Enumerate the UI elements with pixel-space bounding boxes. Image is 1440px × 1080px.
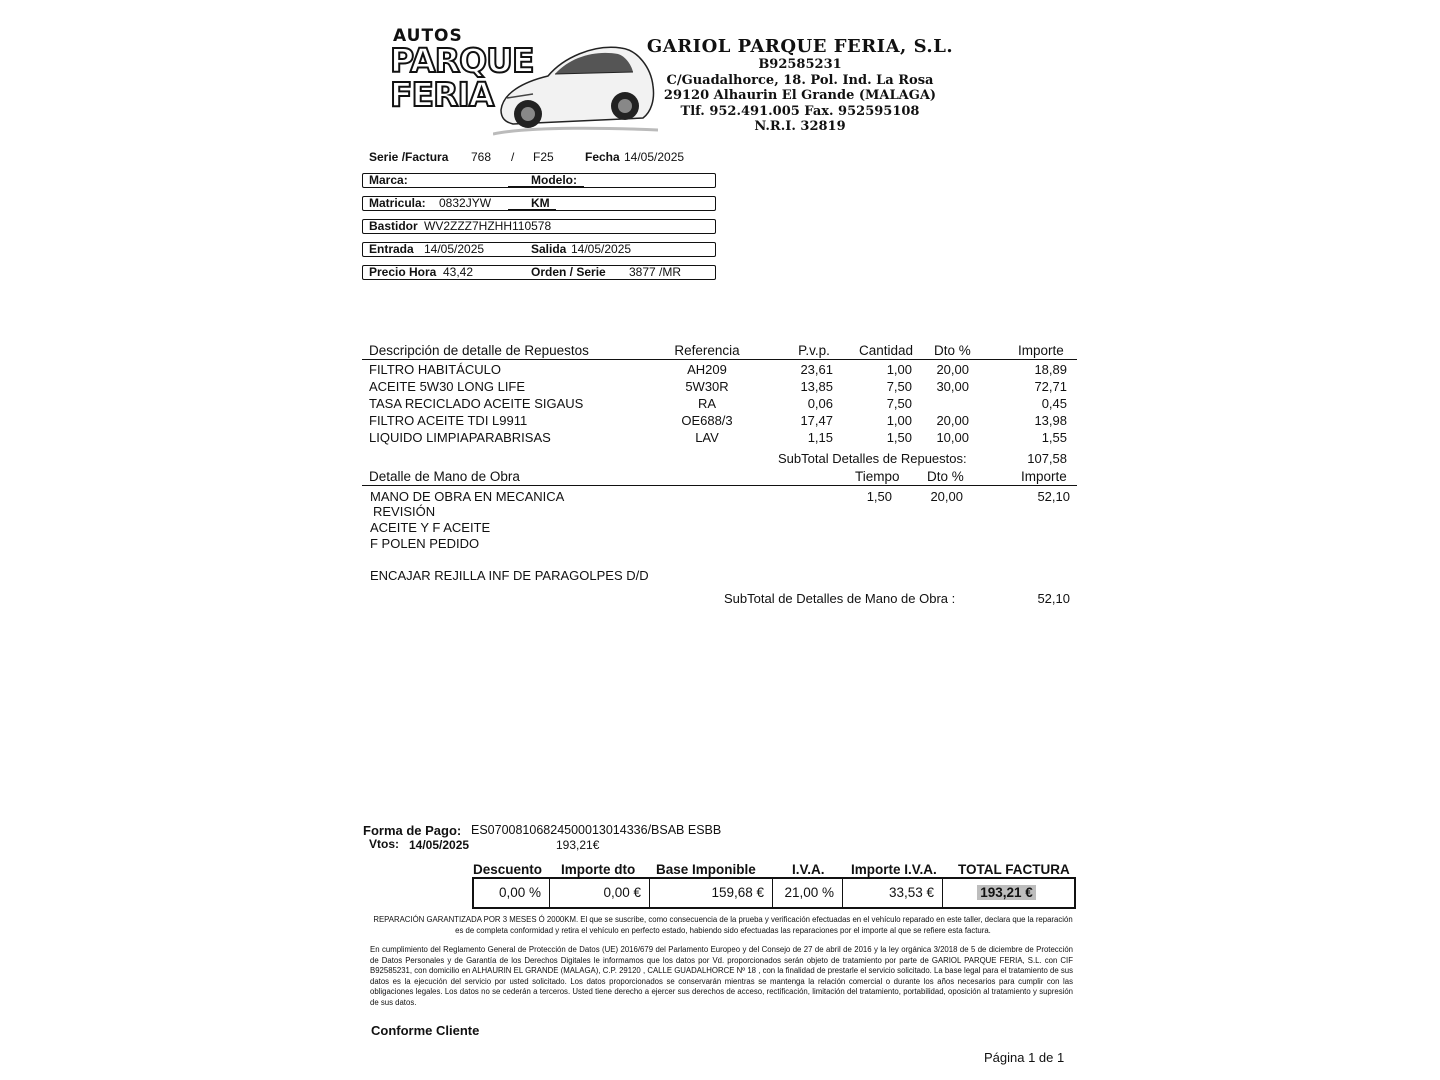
- parts-cell-pvp: 17,47: [800, 413, 833, 428]
- company-phones: Tlf. 952.491.005 Fax. 952595108: [680, 103, 920, 119]
- labor-subtotal-value: 52,10: [1037, 591, 1070, 606]
- salida-value: 14/05/2025: [571, 242, 632, 256]
- labor-row-importe: 52,10: [1037, 489, 1070, 504]
- vto-amount: 193,21€: [556, 838, 600, 852]
- vtos-label: Vtos:: [369, 837, 399, 851]
- invoice-number: 768: [471, 150, 492, 164]
- labor-header-desc: Detalle de Mano de Obra: [369, 469, 520, 484]
- company-cif: B92585231: [758, 57, 842, 72]
- parts-cell-ref: AH209: [687, 362, 727, 377]
- parts-cell-dto: 20,00: [936, 362, 969, 377]
- parts-cell-ref: 5W30R: [685, 379, 729, 394]
- labor-subtotal-label: SubTotal de Detalles de Mano de Obra :: [724, 591, 956, 606]
- bastidor-value: WV2ZZZ7HZHH110578: [424, 219, 552, 233]
- totals-header-importe-iva: Importe I.V.A.: [851, 862, 937, 877]
- entrada-value: 14/05/2025: [424, 242, 485, 256]
- logo-autos: AUTOS: [393, 26, 463, 46]
- parts-header-qty: Cantidad: [859, 343, 914, 358]
- marca-label: Marca:: [369, 173, 408, 187]
- totals-header-descuento: Descuento: [473, 862, 543, 877]
- totals-box: [472, 877, 1076, 909]
- parts-cell-qty: 1,00: [886, 413, 912, 428]
- parts-header-importe: Importe: [1018, 343, 1064, 358]
- parts-cell-dto: 10,00: [936, 430, 969, 445]
- parts-cell-desc: LIQUIDO LIMPIAPARABRISAS: [369, 430, 551, 445]
- parts-header-dto: Dto %: [934, 343, 971, 358]
- labor-note: ACEITE Y F ACEITE: [370, 520, 491, 535]
- totals-header-importe-dto: Importe dto: [561, 862, 636, 877]
- parts-header-ref: Referencia: [674, 343, 740, 358]
- modelo-label: Modelo:: [531, 173, 577, 187]
- bastidor-label: Bastidor: [369, 219, 418, 233]
- guarantee-text: REPARACIÓN GARANTIZADA POR 3 MESES Ó 2000KM. El que se suscribe, como consecuencia de la prueba y verificación efectuadas en el vehículo reparado en este taller, declara que la reparación es de completa conformidad y retira el vehículo en perfecto estado, habiendo sido efectuadas las reparaciones por el importe al que se refiere esta factura.: [373, 915, 1073, 935]
- labor-row-dto: 20,00: [930, 489, 963, 504]
- forma-pago-label: Forma de Pago:: [363, 823, 462, 838]
- precio-hora-value: 43,42: [443, 265, 474, 279]
- parts-subtotal-label: SubTotal Detalles de Repuestos:: [778, 451, 967, 466]
- parts-cell-pvp: 13,85: [800, 379, 833, 394]
- km-label: KM: [531, 196, 550, 210]
- parts-cell-dto: 20,00: [936, 413, 969, 428]
- parts-cell-ref: OE688/3: [681, 413, 733, 428]
- serie-factura-label: Serie /Factura: [369, 150, 449, 164]
- parts-cell-desc: ACEITE 5W30 LONG LIFE: [369, 379, 526, 394]
- company-block: [600, 36, 1000, 135]
- logo-parque: PARQUE: [390, 41, 534, 80]
- forma-pago-value: ES07008106824500013014336/BSAB ESBB: [471, 823, 722, 837]
- precio-hora-label: Precio Hora: [369, 265, 437, 279]
- parts-cell-importe: 1,55: [1041, 430, 1067, 445]
- privacy-text: En cumplimiento del Reglamento General de Protección de Datos (UE) 2016/679 del Parlamento Europeo y del Consejo de 27 de abril de 2016 y la ley orgánica 3/2018 de 5 de diciembre de Protección de Datos Personales y de Garantía de los Derechos Digitales le informamos que los datos por Vd. proporcionados serán objeto de tratamiento por parte de GARIOL PARQUE FERIA, S.L. con CIF B92585231, con domicilio en ALHAURIN EL GRANDE (MALAGA), C.P. 29120 , CALLE GUADALHORCE Nº 18 , con la finalidad de prestarle el servicio solicitado. La base legal para el tratamiento de sus datos es la ejecución del servicio por usted solicitado. Los datos proporcionados se conservarán mientras se mantenga la relación comercial o durante los años necesarios para cumplir con las obligaciones legales. Los datos no se cederán a terceros. Usted tiene derecho a ejercer sus derechos de acceso, rectificación, limitación del tratamiento, portabilidad, oposición al tratamiento y supresión de sus datos.: [370, 945, 1073, 1007]
- invoice-serie: F25: [533, 150, 554, 164]
- parts-cell-dto: 30,00: [936, 379, 969, 394]
- labor-row-tiempo: 1,50: [866, 489, 892, 504]
- parts-cell-qty: 7,50: [886, 379, 912, 394]
- parts-cell-pvp: 1,15: [807, 430, 833, 445]
- parts-cell-pvp: 0,06: [807, 396, 833, 411]
- labor-header-dto: Dto %: [927, 469, 964, 484]
- parts-cell-desc: FILTRO ACEITE TDI L9911: [369, 413, 528, 428]
- labor-note: REVISIÓN: [373, 504, 436, 519]
- logo-feria: FERIA: [390, 75, 494, 114]
- orden-value: 3877 /MR: [629, 265, 682, 279]
- parts-cell-qty: 7,50: [886, 396, 912, 411]
- parts-header-pvp: P.v.p.: [798, 343, 830, 358]
- totals-header-base: Base Imponible: [656, 862, 756, 877]
- company-address1: C/Guadalhorce, 18. Pol. Ind. La Rosa: [666, 72, 934, 88]
- matricula-value: 0832JYW: [439, 196, 492, 210]
- labor-note: F POLEN PEDIDO: [370, 536, 480, 551]
- parts-cell-qty: 1,00: [886, 362, 912, 377]
- totals-total-cell: [943, 879, 1070, 907]
- invoice-date: 14/05/2025: [624, 150, 685, 164]
- totals-descuento: 0,00 %: [474, 879, 550, 907]
- parts-cell-ref: RA: [697, 396, 717, 411]
- totals-total: 193,21 €: [977, 885, 1036, 900]
- parts-cell-importe: 0,45: [1041, 396, 1067, 411]
- salida-label: Salida: [531, 242, 567, 256]
- km-underline: [508, 209, 556, 210]
- matricula-label: Matricula:: [369, 196, 426, 210]
- parts-subtotal-value: 107,58: [1027, 451, 1067, 466]
- invoice-slash: /: [511, 150, 515, 164]
- totals-header-iva: I.V.A.: [792, 862, 825, 877]
- modelo-underline: [508, 186, 584, 187]
- parts-header-desc: Descripción de detalle de Repuestos: [369, 343, 589, 358]
- totals-header-total: TOTAL FACTURA: [958, 862, 1070, 877]
- parts-cell-desc: FILTRO HABITÁCULO: [369, 362, 501, 377]
- company-name: GARIOL PARQUE FERIA, S.L.: [646, 36, 954, 57]
- page-number: Página 1 de 1: [984, 1050, 1065, 1065]
- parts-cell-importe: 18,89: [1034, 362, 1067, 377]
- totals-importe-iva: 33,53 €: [843, 879, 943, 907]
- parts-header-rule: [362, 359, 1077, 360]
- labor-header-tiempo: Tiempo: [855, 469, 900, 484]
- totals-iva: 21,00 %: [773, 879, 843, 907]
- parts-cell-pvp: 23,61: [800, 362, 833, 377]
- orden-label: Orden / Serie: [531, 265, 606, 279]
- parts-cell-importe: 72,71: [1034, 379, 1067, 394]
- parts-cell-desc: TASA RECICLADO ACEITE SIGAUS: [369, 396, 584, 411]
- entrada-label: Entrada: [369, 242, 414, 256]
- parts-cell-qty: 1,50: [886, 430, 912, 445]
- vto-date: 14/05/2025: [409, 838, 470, 852]
- parts-cell-importe: 13,98: [1034, 413, 1067, 428]
- labor-row-desc: MANO DE OBRA EN MECANICA: [370, 489, 565, 504]
- labor-extra-line: ENCAJAR REJILLA INF DE PARAGOLPES D/D: [370, 568, 649, 583]
- conforme-cliente: Conforme Cliente: [371, 1023, 480, 1038]
- company-address2: 29120 Alhaurin El Grande (MALAGA): [663, 88, 937, 103]
- parts-cell-ref: LAV: [695, 430, 719, 445]
- totals-importe-dto: 0,00 €: [550, 879, 650, 907]
- labor-header-importe: Importe: [1021, 469, 1067, 484]
- company-nri: N.R.I. 32819: [754, 119, 846, 134]
- totals-base: 159,68 €: [650, 879, 773, 907]
- labor-header-rule: [362, 485, 1077, 486]
- fecha-label: Fecha: [585, 150, 620, 164]
